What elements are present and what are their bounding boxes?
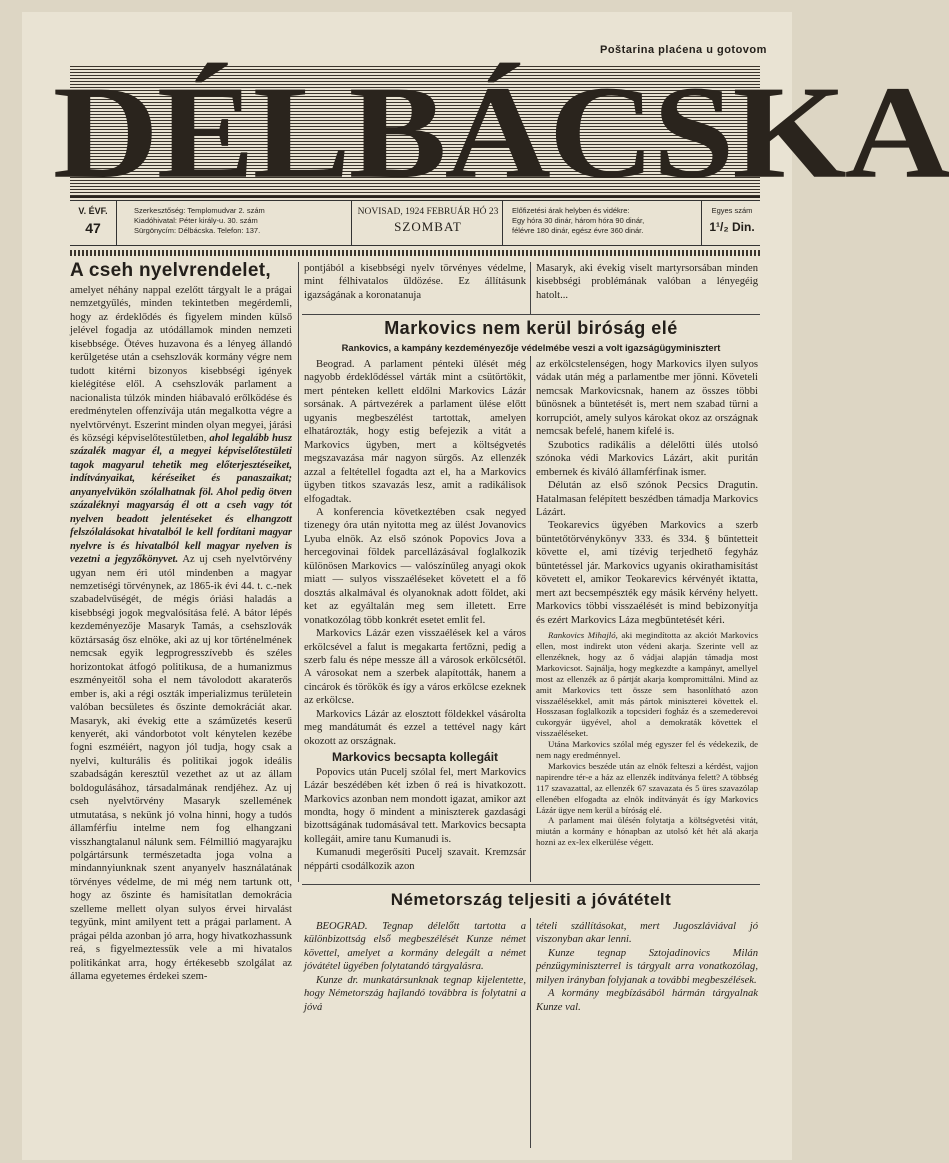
date-box	[354, 201, 503, 245]
article2-par9: Délután az első szónok Pecsics Dragutin. Hatalmasan felépített beszédben támadja Markovics Lázárt.	[536, 480, 758, 518]
article-cseh-nyelvrendelet	[70, 260, 292, 984]
article1-body-italic: ahol legalább husz százalék magyar él, a megyei képviselőtestületi tagok magyarul tehetik meg előterjesztéseiket, indítványaikat, kéréseiket és panaszaikat; anyanyelvükön szólalhatnak föl. Ahol pedig ötven százaléknyi magyarság él ott a cseh vagy tót nyelven beadott jelentéseket és elhangzott felszólalásokat hivatalból le kell fordítani magyar nyelvre is és hivatalból kell magyar nyelven is vezetni a jegyzőkönyvet.	[70, 432, 293, 566]
article2-subheading: Markovics becsapta kollegáit	[331, 750, 499, 765]
article2-par6: Kumanudi megerősíti Pucelj szavait. Kremzsár néppárti csodálkozik azon	[304, 847, 526, 872]
article2-par1: Beograd. A parlament pénteki ülését még nagyobb érdeklődéssel várták mint a csütörtökit, mert pénteken kellett eldőlni Markovics Lázár sorsának. A pártvezérek a parlament ülése előtt ugyanis megbeszélést tartottak, amelyen elhatározták, hogy estig befejezik a vitát a Markovics ügyben, mert a költségvetés megszavazása már nagyon sürgős. Az ellenzék azzal a feltétellel fogadta azt el, ha a Markovics ügyben titkos szavazás lesz, amit a radikálisok elfogadtak.	[304, 359, 526, 505]
article2-fine-4: A parlament mai ülésén folytatja a költségvetési vitát, miután a kormány e hónapban az utolsó két hét alá akarja hozni az ex-lex elkerülése végett.	[536, 815, 758, 848]
price-box	[704, 201, 760, 245]
column-rule-3	[530, 356, 531, 882]
article3-col1	[304, 920, 526, 1014]
masthead	[52, 58, 949, 207]
article1-body	[70, 284, 292, 984]
column-rule-1	[298, 262, 299, 882]
article1-body-text: amelyet néhány nappal ezelőtt tárgyalt le a prágai nemzetgyűlés, minden tekintetben megérdemli, hogy az érdeklődés és figyelem minden külső jelével fogadja az utódállamok minden nemzeti kisebbsége. Ötéves huzavona és a lényeg állandó kerülgetése után a csehszlovák kormány végre nem tudott kitérni bizonyos kisebbségi igények kielégítése elől. A csehszlovák parlament a nacionalista túlzók minden hiábavaló erőlködése és eredménytelen offenzívája után megalkotta végre a nyelvtörvényt. Eszerint minden olyan megyei, járási és községi képviselőtestületben,	[70, 285, 292, 444]
article3-par3: tételi szállításokat, mert Jugoszláviával jó viszonyban akar lenni.	[536, 921, 758, 946]
weekday: SZOMBAT	[394, 219, 462, 234]
article2-par8: Szubotics radikális a délelőtti ülés utolsó szónoka védi Markovics Lázárt, akit puritán embernek és kiváló államférfinak ismer.	[536, 439, 758, 478]
info-bar	[70, 200, 760, 246]
article3-col2	[536, 920, 758, 1014]
article2-par3: Markovics Lázár ezen visszaélések kel a város erkölcsével a falut is megakarta fertőzni, pedig a szerb falu és népe messze áll a városok erkölcsétől. A városokat nem a szerbek alapították, hanem a cincárok és törökök és így a város erkölcse ezeknek az erkölcse.	[304, 628, 526, 707]
article2-fine-1: aki megindította az akciót Markovics ellen, most indirekt uton védeni akarja. Szerinte vell az ellenzéknek, hogy az ő vádjai alapján támadja most Markovicsot. Sajnálja, hogy megkezdte a kampányt, amellyel most az ellenzék az ő pártját akarja kompromittálni. Mind az amit Markovics tett össze sem hasonlítható azon visszaélésekkel, amit más pártok miniszterei követtek el. Hosszasan foglalkozik a topcsideri fogház és a szemederevoi cukorgyár ügyével, ahol a demokraták követtek el visszaéléseket.	[536, 630, 758, 739]
article3-par1: BEOGRAD. Tegnap délelőtt tartotta a különbizottság első megbeszélését Kunze német követtel, amelyet a kormány delegált a német jóvátétel ügyében folytatandó tárgyalásra.	[304, 921, 526, 973]
article3-par4: Kunze tegnap Sztojadinovics Milán pénzügyminiszterrel is tárgyalt arra vonatkozólag, milyen irányban folyjanak a további megbeszélések.	[536, 947, 758, 986]
column-rule-2	[530, 262, 531, 314]
article2-par10: Teokarevics ügyében Markovics a szerb büntetőtörvénykönyv 333. és 334. § bűntetteit követte el, ami tízévig terjedhető fegyház büntetéssel jár. Markovics ugyanis okirathamisítást követett el, amikor Teokarevics kérvényét iktatta, mert azt becsempészték egy másik kérvény helyett. Markovics többi visszaélését is mind bebizonyítja és ezért Markovics Láza megbüntetését kéri.	[536, 520, 758, 626]
volume-box	[70, 201, 117, 245]
office-info	[120, 201, 352, 245]
article2-par4: Markovics Lázár az elosztott földekkel vásárolta meg mandátumát és ezzel a tettével nagy kárt okozott az országnak.	[304, 708, 526, 747]
postage-note: Poštarina plaćena u gotovom	[600, 44, 767, 56]
article2-col2	[536, 358, 758, 848]
article1-continuation: pontjából a kisebbségi nyelv törvényes védelme, mint félhivatalos üldözése. Ez állításunk igazságának a koronatanuja	[304, 263, 526, 301]
article2-fine-2: Utána Markovics szólal még egyszer fel és védekezik, de nem nagy eredménnyel.	[536, 739, 758, 761]
article3-top-rule	[302, 884, 760, 885]
article2-par5: Popovics után Pucelj szólal fel, mert Markovics Lázár beszédében két izben ő reá is hivatkozott. Markovics azonban nem mondott igazat, amikor azt mondta, hogy ő mindent a miniszterek gazdasági bizottságának tudomásával tett. Markovics becsapta kollegáit, amire tanu Kumanudi is.	[304, 766, 526, 845]
article3-par2: Kunze dr. munkatársunknak tegnap kijelentette, hogy Németország hajlandó továbbra is folytatni a jóvá	[304, 974, 526, 1013]
article2-top-rule	[302, 314, 760, 315]
subscription-line-2: Egy hóra 30 dinár, három hóra 90 dinár,	[512, 216, 645, 225]
article1-continuation-2: Masaryk, aki évekig viselt martyrsorsában minden kisebbségi problémának valóban a lényegéig hatolt...	[536, 263, 758, 301]
volume-label: V. ÉVF.	[78, 206, 108, 216]
dateline: NOVISAD, 1924 FEBRUÁR HÓ 23	[357, 207, 499, 217]
article2-subhead: Rankovics, a kampány kezdeményezője védelmébe veszi a volt igazságügyminisztert	[341, 342, 721, 353]
publishing-address: Kiadóhivatal: Péter király-u. 30. szám	[134, 216, 258, 225]
article2-fine-3: Markovics beszéde után az elnök felteszi a kérdést, vajjon napirendre tér-e a ház az ellenzék indítványa felett? A többség 117 szavazattal, az ellenzék 67 szavazata és 5 üres szavazólap ellenében elfogadta az elnök indítványát és így Markovics Lázár ügye nem kerül a bíróság elé.	[536, 760, 758, 815]
article2-col1	[304, 358, 526, 873]
header-divider	[70, 250, 760, 256]
editorial-address: Szerkesztőség: Templomudvar 2. szám	[134, 206, 265, 215]
article1-body-text-2: Az uj cseh nyelvtörvény ugyan nem éri utól mindenben a magyar nemzetiségi törvénynek, az 1865-ik évi 44. t. c.-nek szabadelvűségét, de mégis óriási haladás a kisebbségi jogok megvalósítása felé. A bátor lépés kezdeményezője Masaryk Tamás, a csehszlovák köztársaság ősz elnöke, aki az uj kor történelmének nemcsak egyik legprogresszívebb és széles horizontokat átfogó politikusa, de a humanizmus eszményeitől soha el nem távolodott akaraterős ember is, aki a régi oszták imperializmus területein valóban becsületes és őszinte demokráciát akar. Masaryk, aki évekig ette a száműzetés keserű kenyerét, aki vándorbotot volt kénytelen kezébe fogni eszméiért, nagyon jól tudja, hogy csak a nyelvi, kulturális és politikai jogok ideális szabadságán keresztül vezethet az ut az állam boldogulásához, társadalmának rendjéhez. Az uj cseh nyelvtörvény Masaryk szellemének utmutatása, s nekünk jó volna hinni, hogy a tudós államférfiu intelme nem fog elhangzani visszhangtalanul nálunk sem. Félmillió magyarajku polgártársunk természetadta joga volna a mindannyiunknak szent anyanyelv használatának törvényes védelme, de mi még nem tartunk ott, hogy az őszinte és hamisítatlan demokrácia szelleme mellett olyan sulyos érvei hirvalást tegyünk, mint amilyent tett a prágai parlament. A prágai példa azonban jó arra, hogy hivatkozhassunk reá, s figyelmeztessük vele a mi hivatalos politikánkat arra, hogy értékesebb szolgálat az állama egyetemes érdekei szem-	[70, 554, 292, 983]
article2-fine-print	[536, 630, 758, 848]
telegram-address: Sürgönycím: Délbácska. Telefon: 137.	[134, 226, 261, 235]
column-rule-4	[530, 918, 531, 1148]
article2-headline: Markovics nem kerül biróság elé	[384, 318, 678, 338]
article3-par5: A kormány megbízásából hármán tárgyalnak Kunze val.	[536, 988, 758, 1013]
subscription-line-1: Előfizetési árak helyben és vidékre:	[512, 206, 630, 215]
subscription-line-3: félévre 180 dinár, egész évre 360 dinár.	[512, 226, 644, 235]
article2-par2: A konferencia következtében csak negyed tizenegy óra után nyitotta meg az ülést Jovanovics Lyuba elnök. Az első szónok Popovics Jova a hercegovinai földek parcellázásával foglalkozik különösen Markovics — valószínűleg anyagi okok miatt — sulyos visszaéléseket követett el a fő dosztás alkalmával és olyanoknak adott földet, aki ket az egyáltalán meg sem illetett. Erre vonatkozólag több konkrét esetet emlit fel.	[304, 506, 526, 626]
price-value: 1¹/₂ Din.	[709, 220, 755, 234]
rankovics-name: Rankovics Mihajló,	[548, 630, 618, 641]
price-label: Egyes szám	[711, 206, 753, 215]
article2-par7: az erkölcstelenségen, hogy Markovics ilyen sulyos vádak után még a parlamentbe mer jönni. Követeli nemcsak Markovicsnak, hanem az összes többi bűnösnek a büntetését is, mert nem szabad türni a korrupciót, amely sulyos károkat okoz az országnak nemcsak befelé, hanem kifelé is.	[536, 359, 758, 438]
article1-headline: A cseh nyelvrendelet,	[70, 260, 271, 281]
issue-number: 47	[85, 220, 101, 236]
subscription-info	[506, 201, 702, 245]
article3-headline: Németország teljesiti a jóvátételt	[390, 890, 672, 909]
masthead-title: DÉLBÁCSKA	[52, 58, 949, 207]
